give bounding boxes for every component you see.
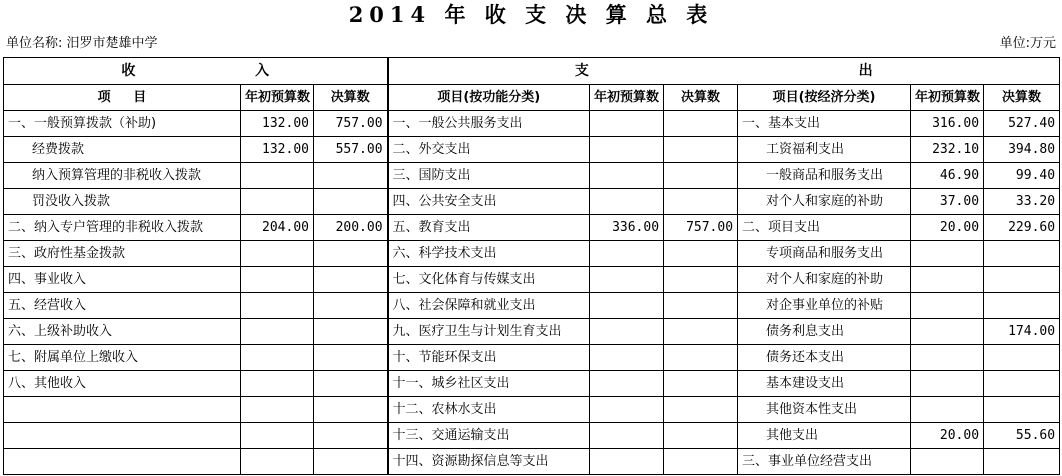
income-final-cell[interactable] bbox=[314, 267, 388, 293]
expense-econ-final-cell[interactable]: 99.40 bbox=[984, 163, 1060, 189]
col-header-econ-budget[interactable]: 年初预算数 bbox=[911, 85, 984, 111]
page-title: 2014 年 收 支 决 算 总 表 bbox=[348, 2, 714, 27]
expense-func-item-cell[interactable]: 一、一般公共服务支出 bbox=[388, 111, 590, 137]
income-budget-cell[interactable] bbox=[241, 267, 314, 293]
expense-func-item-cell[interactable]: 十二、农林水支出 bbox=[388, 397, 590, 423]
income-final-cell[interactable] bbox=[314, 345, 388, 371]
income-budget-cell[interactable] bbox=[241, 423, 314, 449]
expense-func-item-cell[interactable]: 二、外交支出 bbox=[388, 137, 590, 163]
expense-econ-budget-cell[interactable] bbox=[911, 267, 984, 293]
table-row bbox=[4, 267, 1060, 293]
expense-func-final-cell[interactable] bbox=[664, 371, 738, 397]
expense-func-item-cell[interactable]: 十、节能环保支出 bbox=[388, 345, 590, 371]
column-header-row bbox=[4, 85, 1060, 111]
income-budget-cell[interactable] bbox=[241, 241, 314, 267]
income-budget-cell[interactable] bbox=[241, 449, 314, 475]
expense-econ-final-cell[interactable]: 33.20 bbox=[984, 189, 1060, 215]
col-header-item[interactable]: 项 目 bbox=[4, 85, 241, 111]
col-header-econ-final[interactable]: 决算数 bbox=[984, 85, 1060, 111]
income-item-cell[interactable]: 八、其他收入 bbox=[4, 371, 241, 397]
budget-summary-table bbox=[3, 57, 1060, 475]
expense-header-char-2: 出 bbox=[858, 62, 873, 79]
expense-econ-item-cell[interactable]: 对个人和家庭的补助 bbox=[738, 267, 911, 293]
expense-section-header[interactable] bbox=[388, 58, 1060, 85]
subheader-row bbox=[0, 31, 1062, 57]
expense-econ-item-cell[interactable]: 其他支出 bbox=[738, 423, 911, 449]
expense-econ-budget-cell[interactable] bbox=[911, 319, 984, 345]
expense-func-budget-cell[interactable] bbox=[590, 371, 664, 397]
expense-func-budget-cell[interactable] bbox=[590, 449, 664, 475]
table-row bbox=[4, 241, 1060, 267]
expense-econ-item-cell[interactable]: 基本建设支出 bbox=[738, 371, 911, 397]
expense-func-item-cell[interactable]: 十三、交通运输支出 bbox=[388, 423, 590, 449]
expense-func-item-cell[interactable]: 三、国防支出 bbox=[388, 163, 590, 189]
expense-econ-final-cell[interactable] bbox=[984, 371, 1060, 397]
income-budget-cell[interactable] bbox=[241, 345, 314, 371]
expense-econ-budget-cell[interactable] bbox=[911, 371, 984, 397]
expense-header-char-1: 支 bbox=[574, 62, 589, 79]
income-item-cell[interactable]: 四、事业收入 bbox=[4, 267, 241, 293]
col-header-budget[interactable]: 年初预算数 bbox=[241, 85, 314, 111]
expense-econ-final-cell[interactable]: 394.80 bbox=[984, 137, 1060, 163]
expense-func-final-cell[interactable] bbox=[664, 319, 738, 345]
expense-econ-final-cell[interactable] bbox=[984, 397, 1060, 423]
expense-func-budget-cell[interactable] bbox=[590, 345, 664, 371]
income-budget-cell[interactable] bbox=[241, 163, 314, 189]
income-budget-cell[interactable] bbox=[241, 189, 314, 215]
table-row bbox=[4, 163, 1060, 189]
income-item-cell[interactable]: 三、政府性基金拨款 bbox=[4, 241, 241, 267]
col-header-func-item[interactable]: 项目(按功能分类) bbox=[388, 85, 590, 111]
expense-econ-item-cell[interactable]: 二、项目支出 bbox=[738, 215, 911, 241]
income-item-cell[interactable]: 二、纳入专户管理的非税收入拨款 bbox=[4, 215, 241, 241]
expense-econ-budget-cell[interactable]: 20.00 bbox=[911, 423, 984, 449]
table-row bbox=[4, 449, 1060, 475]
expense-econ-item-cell[interactable]: 工资福利支出 bbox=[738, 137, 911, 163]
income-item-cell[interactable]: 一、一般预算拨款（补助) bbox=[4, 111, 241, 137]
income-final-cell[interactable]: 200.00 bbox=[314, 215, 388, 241]
expense-econ-final-cell[interactable] bbox=[984, 241, 1060, 267]
income-final-cell[interactable] bbox=[314, 397, 388, 423]
expense-econ-budget-cell[interactable] bbox=[911, 397, 984, 423]
expense-econ-item-cell[interactable]: 三、事业单位经营支出 bbox=[738, 449, 911, 475]
expense-econ-item-cell[interactable]: 债务还本支出 bbox=[738, 345, 911, 371]
expense-econ-budget-cell[interactable] bbox=[911, 345, 984, 371]
expense-func-budget-cell[interactable]: 336.00 bbox=[590, 215, 664, 241]
expense-func-item-cell[interactable]: 六、科学技术支出 bbox=[388, 241, 590, 267]
income-final-cell[interactable] bbox=[314, 319, 388, 345]
table-row bbox=[4, 293, 1060, 319]
expense-func-item-cell[interactable]: 七、文化体育与传媒支出 bbox=[388, 267, 590, 293]
income-final-cell[interactable]: 557.00 bbox=[314, 137, 388, 163]
table-row bbox=[4, 423, 1060, 449]
expense-func-budget-cell[interactable] bbox=[590, 163, 664, 189]
income-item-cell[interactable]: 罚没收入拨款 bbox=[4, 189, 241, 215]
income-item-cell[interactable]: 经费拨款 bbox=[4, 137, 241, 163]
expense-func-budget-cell[interactable] bbox=[590, 397, 664, 423]
expense-func-final-cell[interactable] bbox=[664, 293, 738, 319]
expense-econ-budget-cell[interactable]: 232.10 bbox=[911, 137, 984, 163]
expense-econ-item-cell[interactable]: 对企事业单位的补贴 bbox=[738, 293, 911, 319]
expense-func-final-cell[interactable] bbox=[664, 189, 738, 215]
expense-func-final-cell[interactable] bbox=[664, 423, 738, 449]
expense-func-item-cell[interactable]: 五、教育支出 bbox=[388, 215, 590, 241]
expense-func-item-cell[interactable]: 十四、资源勘探信息等支出 bbox=[388, 449, 590, 475]
table-row bbox=[4, 319, 1060, 345]
expense-econ-budget-cell[interactable]: 20.00 bbox=[911, 215, 984, 241]
expense-econ-item-cell[interactable]: 一、基本支出 bbox=[738, 111, 911, 137]
expense-econ-budget-cell[interactable] bbox=[911, 293, 984, 319]
table-row bbox=[4, 345, 1060, 371]
table-row bbox=[4, 215, 1060, 241]
col-header-func-final[interactable]: 决算数 bbox=[664, 85, 738, 111]
expense-econ-final-cell[interactable]: 174.00 bbox=[984, 319, 1060, 345]
income-item-cell[interactable] bbox=[4, 423, 241, 449]
expense-econ-final-cell[interactable]: 55.60 bbox=[984, 423, 1060, 449]
expense-econ-final-cell[interactable]: 229.60 bbox=[984, 215, 1060, 241]
income-item-cell[interactable]: 纳入预算管理的非税收入拨款 bbox=[4, 163, 241, 189]
expense-func-budget-cell[interactable] bbox=[590, 267, 664, 293]
table-row bbox=[4, 371, 1060, 397]
income-item-cell[interactable] bbox=[4, 397, 241, 423]
income-budget-cell[interactable]: 132.00 bbox=[241, 137, 314, 163]
income-final-cell[interactable] bbox=[314, 423, 388, 449]
col-header-final[interactable]: 决算数 bbox=[314, 85, 388, 111]
expense-func-budget-cell[interactable] bbox=[590, 111, 664, 137]
expense-func-item-cell[interactable]: 九、医疗卫生与计划生育支出 bbox=[388, 319, 590, 345]
expense-econ-final-cell[interactable]: 527.40 bbox=[984, 111, 1060, 137]
expense-econ-budget-cell[interactable] bbox=[911, 241, 984, 267]
expense-func-budget-cell[interactable] bbox=[590, 137, 664, 163]
income-budget-cell[interactable]: 204.00 bbox=[241, 215, 314, 241]
income-item-cell[interactable]: 六、上级补助收入 bbox=[4, 319, 241, 345]
expense-func-final-cell[interactable] bbox=[664, 267, 738, 293]
income-item-cell[interactable]: 七、附属单位上缴收入 bbox=[4, 345, 241, 371]
income-item-cell[interactable]: 五、经营收入 bbox=[4, 293, 241, 319]
expense-econ-item-cell[interactable]: 对个人和家庭的补助 bbox=[738, 189, 911, 215]
income-budget-cell[interactable] bbox=[241, 293, 314, 319]
income-budget-cell[interactable]: 132.00 bbox=[241, 111, 314, 137]
col-header-func-budget[interactable]: 年初预算数 bbox=[590, 85, 664, 111]
table-row bbox=[4, 397, 1060, 423]
expense-func-budget-cell[interactable] bbox=[590, 423, 664, 449]
currency-unit-label: 单位:万元 bbox=[999, 36, 1056, 51]
expense-econ-final-cell[interactable] bbox=[984, 267, 1060, 293]
income-budget-cell[interactable] bbox=[241, 319, 314, 345]
income-section-header[interactable] bbox=[4, 58, 388, 85]
expense-func-budget-cell[interactable] bbox=[590, 319, 664, 345]
income-budget-cell[interactable] bbox=[241, 371, 314, 397]
expense-func-budget-cell[interactable] bbox=[590, 293, 664, 319]
expense-func-final-cell[interactable] bbox=[664, 345, 738, 371]
expense-econ-final-cell[interactable] bbox=[984, 293, 1060, 319]
expense-func-final-cell[interactable] bbox=[664, 163, 738, 189]
income-final-cell[interactable]: 757.00 bbox=[314, 111, 388, 137]
expense-func-item-cell[interactable]: 四、公共安全支出 bbox=[388, 189, 590, 215]
expense-econ-budget-cell[interactable]: 37.00 bbox=[911, 189, 984, 215]
income-header-char-2: 入 bbox=[255, 62, 270, 79]
expense-econ-budget-cell[interactable]: 46.90 bbox=[911, 163, 984, 189]
expense-func-budget-cell[interactable] bbox=[590, 241, 664, 267]
expense-func-final-cell[interactable] bbox=[664, 111, 738, 137]
expense-func-final-cell[interactable] bbox=[664, 241, 738, 267]
expense-func-item-cell[interactable]: 八、社会保障和就业支出 bbox=[388, 293, 590, 319]
expense-econ-item-cell[interactable]: 债务利息支出 bbox=[738, 319, 911, 345]
expense-func-budget-cell[interactable] bbox=[590, 189, 664, 215]
expense-econ-item-cell[interactable]: 专项商品和服务支出 bbox=[738, 241, 911, 267]
table-row bbox=[4, 111, 1060, 137]
expense-econ-final-cell[interactable] bbox=[984, 345, 1060, 371]
col-header-econ-item[interactable]: 项目(按经济分类) bbox=[738, 85, 911, 111]
income-final-cell[interactable] bbox=[314, 371, 388, 397]
table-row bbox=[4, 137, 1060, 163]
income-final-cell[interactable] bbox=[314, 241, 388, 267]
income-final-cell[interactable] bbox=[314, 293, 388, 319]
income-header-char-1: 收 bbox=[121, 62, 136, 79]
income-final-cell[interactable] bbox=[314, 189, 388, 215]
section-header-row bbox=[4, 58, 1060, 85]
income-final-cell[interactable] bbox=[314, 449, 388, 475]
income-final-cell[interactable] bbox=[314, 163, 388, 189]
expense-func-final-cell[interactable] bbox=[664, 397, 738, 423]
expense-econ-item-cell[interactable]: 其他资本性支出 bbox=[738, 397, 911, 423]
expense-func-final-cell[interactable]: 757.00 bbox=[664, 215, 738, 241]
expense-func-final-cell[interactable] bbox=[664, 449, 738, 475]
expense-func-item-cell[interactable]: 十一、城乡社区支出 bbox=[388, 371, 590, 397]
income-budget-cell[interactable] bbox=[241, 397, 314, 423]
expense-econ-item-cell[interactable]: 一般商品和服务支出 bbox=[738, 163, 911, 189]
expense-econ-budget-cell[interactable]: 316.00 bbox=[911, 111, 984, 137]
income-item-cell[interactable] bbox=[4, 449, 241, 475]
expense-func-final-cell[interactable] bbox=[664, 137, 738, 163]
expense-econ-budget-cell[interactable] bbox=[911, 449, 984, 475]
unit-name-label: 单位名称: 汨罗市楚雄中学 bbox=[6, 36, 158, 51]
table-row bbox=[4, 189, 1060, 215]
expense-econ-final-cell[interactable] bbox=[984, 449, 1060, 475]
